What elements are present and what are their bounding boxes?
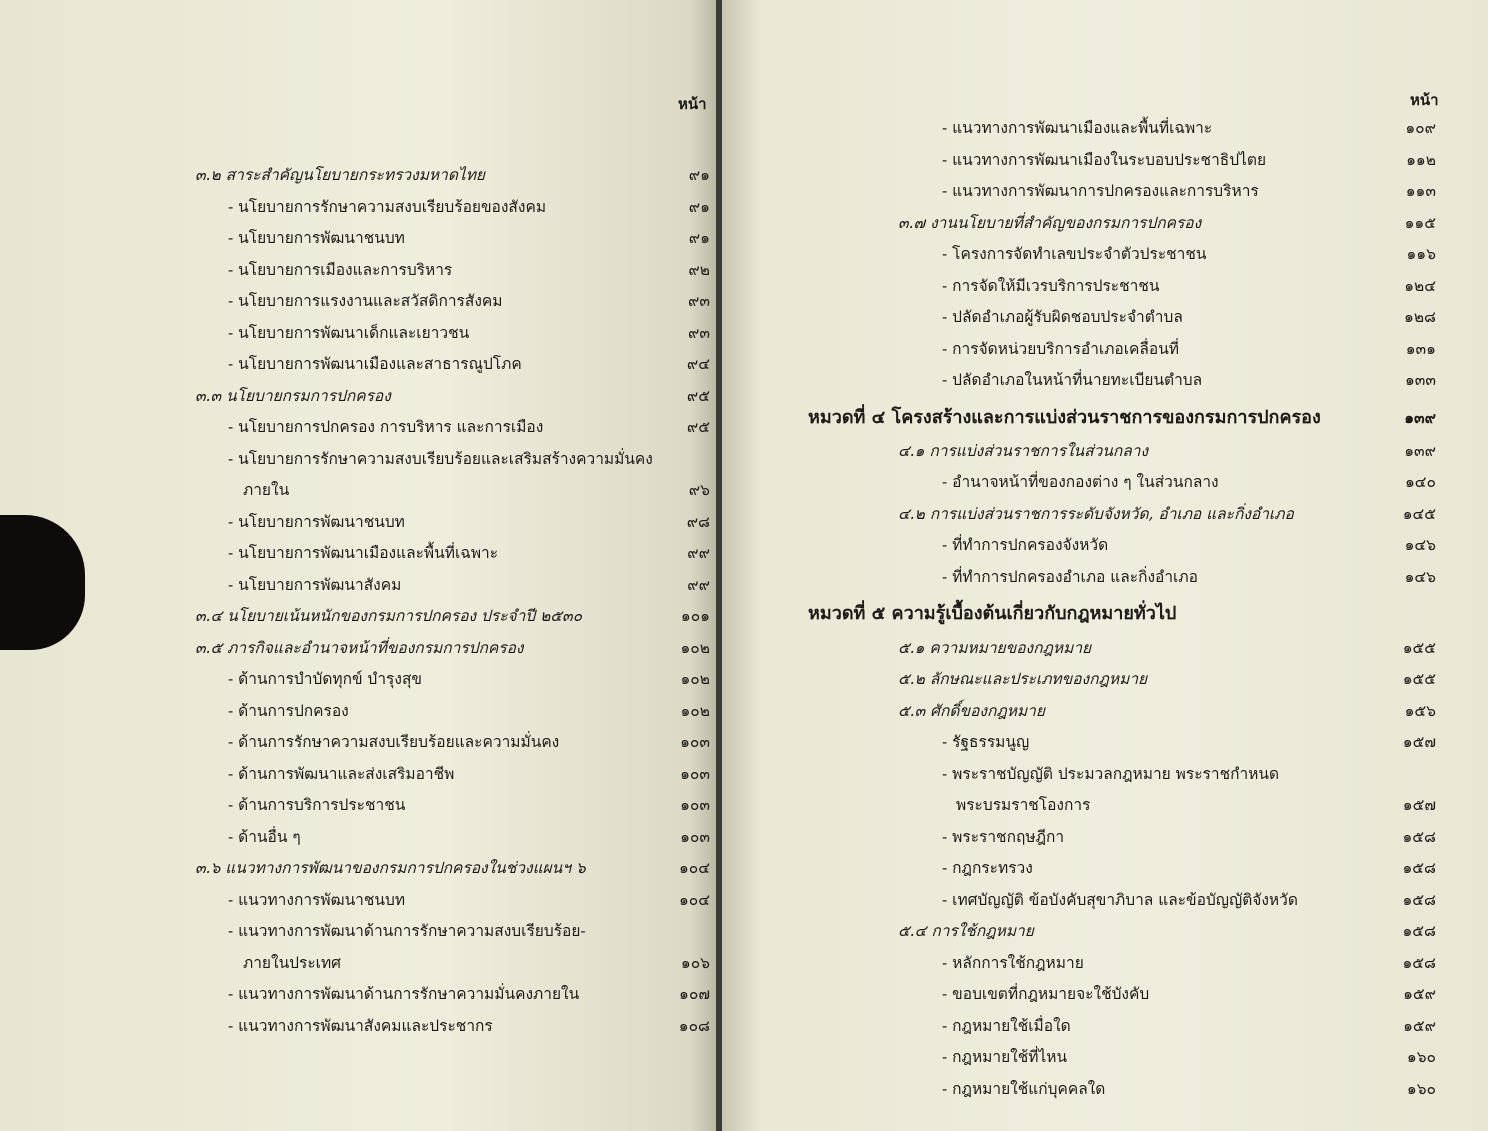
- toc-entry-page-number: ๑๕๘: [1402, 827, 1436, 846]
- toc-entry-page-number: ๑๓๙: [1404, 407, 1436, 427]
- toc-entry-page-number: ๑๕๗: [1402, 733, 1436, 752]
- toc-entry-page-number: ๑๕๘: [1402, 890, 1436, 909]
- toc-item: [0, 759, 718, 789]
- toc-entry-title: - นโยบายการพัฒนาสังคม: [228, 575, 402, 594]
- toc-entry-title: - ด้านการบำบัดทุกข์ บำรุงสุข: [228, 670, 423, 688]
- toc-entry-title: ๓.๗ งานนโยบายที่สำคัญของกรมการปกครอง: [898, 213, 1202, 232]
- toc-item: [722, 530, 1488, 560]
- toc-entry-page-number: ๑๕๘: [1402, 922, 1436, 941]
- toc-entry-title: - อำนาจหน้าที่ของกองต่าง ๆ ในส่วนกลาง: [942, 473, 1219, 492]
- toc-entry-title: ๓.๓ นโยบายกรมการปกครอง: [195, 386, 391, 405]
- toc-entry-page-number: ๑๐๓: [680, 796, 710, 814]
- toc-item: [722, 176, 1488, 206]
- toc-section: [0, 601, 718, 631]
- toc-item: [722, 365, 1488, 395]
- toc-item: [0, 444, 718, 474]
- toc-item: [722, 467, 1488, 497]
- toc-item: [0, 570, 718, 600]
- toc-item: [0, 664, 718, 694]
- toc-entry-title: หมวดที่ ๔ โครงสร้างและการแบ่งส่วนราชการของกรมการปกครอง: [808, 406, 1321, 428]
- toc-entry-title: - นโยบายการพัฒนาเด็กและเยาวชน: [228, 323, 470, 342]
- toc-entry-page-number: ๙๔: [686, 355, 710, 373]
- toc-item: [722, 727, 1488, 757]
- toc-item: [722, 239, 1488, 269]
- toc-entry-page-number: ๑๐๙: [1405, 119, 1436, 137]
- toc-entry-title: - พระราชกฤษฎีกา: [942, 827, 1065, 846]
- toc-entry-title: - ด้านการปกครอง: [228, 701, 349, 720]
- toc-item: [722, 885, 1488, 915]
- toc-entry-title: - ที่ทำการปกครองอำเภอ และกิ่งอำเภอ: [942, 567, 1198, 586]
- toc-section: [722, 916, 1488, 946]
- toc-entry-page-number: ๑๔๖: [1404, 567, 1436, 586]
- toc-section: [0, 160, 718, 190]
- toc-item: [0, 223, 718, 253]
- toc-entry-title: ๕.๑ ความหมายของกฎหมาย: [898, 638, 1092, 657]
- toc-entry-page-number: ๙๓: [688, 292, 710, 310]
- toc-entry-page-number: ๑๐๓: [680, 827, 710, 846]
- toc-entry-page-number: ๑๔๖: [1404, 536, 1436, 555]
- toc-entry-page-number: ๑๐๑: [680, 607, 710, 625]
- toc-entry-title: ภายในประเทศ: [243, 953, 342, 972]
- toc-entry-title: - กฎหมายใช้เมื่อใด: [942, 1016, 1071, 1035]
- toc-entry-page-number: ๙๑: [688, 229, 710, 247]
- toc-entry-page-number: ๑๓๑: [1405, 339, 1436, 358]
- toc-entry-title: พระบรมราชโองการ: [956, 796, 1091, 815]
- toc-item: [0, 538, 718, 568]
- toc-entry-title: - แนวทางการพัฒนาชนบท: [228, 890, 406, 909]
- toc-entry-title: - นโยบายการรักษาความสงบเรียบร้อยและเสริมสร้างความมั่นคง: [228, 449, 653, 468]
- toc-entry-title: - โครงการจัดทำเลขประจำตัวประชาชน: [942, 245, 1207, 263]
- toc-item: [0, 192, 718, 222]
- toc-item: [0, 475, 718, 505]
- toc-entry-page-number: ๙๖: [688, 481, 710, 499]
- toc-entry-title: - ด้านการรักษาความสงบเรียบร้อยและความมั่นคง: [228, 733, 560, 751]
- toc-item: [0, 507, 718, 537]
- toc-entry-page-number: ๙๓: [688, 323, 710, 342]
- toc-entry-title: - แนวทางการพัฒนาสังคมและประชากร: [228, 1016, 493, 1035]
- right-page: [722, 0, 1488, 1131]
- toc-entry-page-number: ๑๕๘: [1402, 953, 1436, 972]
- toc-entry-title: - ด้านการบริการประชาชน: [228, 796, 406, 814]
- toc-entry-title: ๕.๔ การใช้กฎหมาย: [898, 922, 1034, 941]
- toc-entry-title: - แนวทางการพัฒนาด้านการรักษาความมั่นคงภายใน: [228, 985, 580, 1003]
- toc-entry-page-number: ๑๐๓: [680, 733, 710, 751]
- toc-entry-page-number: ๑๕๕: [1402, 670, 1436, 689]
- toc-section: [722, 499, 1488, 529]
- toc-entry-page-number: ๙๕: [686, 386, 710, 405]
- toc-entry-page-number: ๑๕๕: [1402, 638, 1436, 657]
- toc-item: [0, 885, 718, 915]
- toc-item: [722, 302, 1488, 332]
- toc-entry-page-number: ๑๕๗: [1402, 796, 1436, 815]
- toc-entry-title: หมวดที่ ๕ ความรู้เบื้องต้นเกี่ยวกับกฎหมายทั่วไป: [808, 603, 1177, 625]
- toc-section: [722, 664, 1488, 694]
- toc-entry-title: - นโยบายการพัฒนาเมืองและพื้นที่เฉพาะ: [228, 544, 499, 562]
- toc-item: [722, 790, 1488, 820]
- toc-item: [0, 318, 718, 348]
- toc-entry-page-number: ๑๒๔: [1404, 276, 1436, 295]
- toc-item: [0, 979, 718, 1009]
- toc-entry-page-number: ๑๑๕: [1404, 213, 1436, 232]
- toc-item: [0, 412, 718, 442]
- toc-item: [0, 822, 718, 852]
- toc-item: [0, 727, 718, 757]
- toc-entry-page-number: ๑๒๘: [1403, 308, 1436, 326]
- toc-entry-page-number: ๑๐๒: [680, 670, 710, 688]
- toc-entry-title: - แนวทางการพัฒนาเมืองในระบอบประชาธิปไตย: [942, 150, 1267, 169]
- toc-entry-page-number: ๑๑๖: [1406, 245, 1436, 263]
- toc-entry-title: ๔.๑ การแบ่งส่วนราชการในส่วนกลาง: [898, 441, 1149, 460]
- toc-item: [0, 916, 718, 946]
- toc-entry-page-number: ๑๐๔: [678, 890, 710, 909]
- toc-item: [0, 948, 718, 978]
- toc-entry-title: - เทศบัญญัติ ข้อบังคับสุขาภิบาล และข้อบัญญัติจังหวัด: [942, 890, 1298, 909]
- toc-entry-page-number: ๑๐๒: [680, 638, 710, 657]
- toc-entry-page-number: ๑๑๓: [1405, 182, 1436, 200]
- toc-section: [722, 696, 1488, 726]
- toc-item: [722, 334, 1488, 364]
- toc-section: [0, 853, 718, 883]
- toc-entry-title: - การจัดให้มีเวรบริการประชาชน: [942, 276, 1160, 295]
- toc-section: [722, 208, 1488, 238]
- toc-entry-page-number: ๑๐๗: [679, 985, 710, 1003]
- toc-entry-title: ๓.๔ นโยบายเน้นหนักของกรมการปกครอง ประจำปี ๒๕๓๐: [195, 607, 583, 625]
- toc-entry-page-number: ๑๐๒: [680, 701, 710, 720]
- toc-entry-title: - กฎหมายใช้แก่บุคคลใด: [942, 1079, 1106, 1098]
- toc-entry-title: ๕.๒ ลักษณะและประเภทของกฎหมาย: [898, 670, 1148, 689]
- toc-section: [0, 633, 718, 663]
- toc-entry-title: - ที่ทำการปกครองจังหวัด: [942, 536, 1109, 555]
- toc-item: [722, 853, 1488, 883]
- toc-entry-page-number: ๙๑: [688, 166, 710, 184]
- toc-item: [0, 790, 718, 820]
- toc-entry-page-number: ๑๕๙: [1403, 985, 1436, 1004]
- toc-entry-page-number: ๙๙: [687, 575, 710, 594]
- toc-entry-title: ๓.๖ แนวทางการพัฒนาของกรมการปกครองในช่วงแผนฯ ๖: [195, 859, 586, 877]
- toc-item: [722, 562, 1488, 592]
- toc-item: [0, 1011, 718, 1041]
- toc-item: [722, 759, 1488, 789]
- toc-entry-page-number: ๑๐๓: [680, 764, 710, 783]
- toc-entry-page-number: ๙๕: [686, 418, 710, 436]
- toc-entry-title: - นโยบายการพัฒนาเมืองและสาธารณูปโภค: [228, 355, 522, 373]
- toc-entry-title: ๓.๕ ภารกิจและอำนาจหน้าที่ของกรมการปกครอง: [195, 638, 524, 657]
- toc-item: [0, 349, 718, 379]
- toc-item: [0, 696, 718, 726]
- toc-entry-page-number: ๑๐๘: [678, 1016, 710, 1035]
- toc-entry-page-number: ๑๖๐: [1406, 1079, 1436, 1098]
- toc-entry-page-number: ๑๓๙: [1404, 441, 1436, 460]
- toc-item: [722, 979, 1488, 1009]
- toc-entry-page-number: ๑๖๐: [1406, 1048, 1436, 1067]
- toc-entry-title: ภายใน: [243, 481, 290, 499]
- page-column-header: หน้า: [1410, 91, 1439, 109]
- page-column-header: หน้า: [678, 95, 707, 113]
- toc-entry-title: ๓.๒ สาระสำคัญนโยบายกระทรวงมหาดไทย: [195, 166, 485, 184]
- toc-entry-title: - การจัดหน่วยบริการอำเภอเคลื่อนที่: [942, 339, 1180, 358]
- toc-item: [722, 1074, 1488, 1104]
- toc-entry-title: - นโยบายการเมืองและการบริหาร: [228, 260, 453, 279]
- toc-entry-page-number: ๙๒: [688, 260, 710, 279]
- toc-entry-page-number: ๙๘: [686, 512, 710, 531]
- left-page: [0, 0, 718, 1131]
- toc-entry-title: - นโยบายการพัฒนาชนบท: [228, 229, 405, 247]
- toc-entry-title: - กฎหมายใช้ที่ไหน: [942, 1048, 1068, 1067]
- toc-entry-title: - หลักการใช้กฎหมาย: [942, 953, 1084, 972]
- toc-item: [0, 255, 718, 285]
- toc-item: [0, 286, 718, 316]
- toc-entry-title: - ด้านการพัฒนาและส่งเสริมอาชีพ: [228, 764, 455, 783]
- toc-entry-page-number: ๑๕๘: [1402, 859, 1436, 878]
- toc-item: [722, 145, 1488, 175]
- toc-section: [0, 381, 718, 411]
- toc-item: [722, 1011, 1488, 1041]
- toc-entry-title: - รัฐธรรมนูญ: [942, 733, 1030, 752]
- toc-entry-title: - แนวทางการพัฒนาการปกครองและการบริหาร: [942, 182, 1259, 200]
- toc-item: [722, 948, 1488, 978]
- toc-entry-page-number: ๑๐๖: [680, 953, 710, 972]
- toc-entry-page-number: ๑๕๙: [1403, 1016, 1436, 1035]
- toc-entry-title: - กฎกระทรวง: [942, 859, 1033, 878]
- toc-entry-title: - นโยบายการรักษาความสงบเรียบร้อยของสังคม: [228, 197, 547, 216]
- toc-item: [722, 271, 1488, 301]
- toc-chapter-heading: [722, 403, 1488, 433]
- toc-entry-title: - แนวทางการพัฒนาด้านการรักษาความสงบเรียบร้อย-: [228, 922, 586, 940]
- toc-entry-page-number: ๑๑๒: [1406, 150, 1436, 169]
- toc-entry-page-number: ๑๐๔: [678, 859, 710, 877]
- toc-entry-title: - ขอบเขตที่กฎหมายจะใช้บังคับ: [942, 985, 1150, 1004]
- toc-entry-page-number: ๑๔๐: [1404, 473, 1436, 492]
- toc-item: [722, 822, 1488, 852]
- toc-entry-title: - แนวทางการพัฒนาเมืองและพื้นที่เฉพาะ: [942, 119, 1213, 137]
- toc-entry-page-number: ๑๓๓: [1404, 371, 1436, 389]
- toc-entry-title: - นโยบายการปกครอง การบริหาร และการเมือง: [228, 418, 544, 436]
- toc-entry-page-number: ๑๔๕: [1402, 504, 1436, 523]
- toc-entry-title: - ปลัดอำเภอผู้รับผิดชอบประจำตำบล: [942, 308, 1183, 326]
- toc-item: [722, 113, 1488, 143]
- toc-entry-title: - ด้านอื่น ๆ: [228, 827, 301, 846]
- toc-entry-title: - นโยบายการพัฒนาชนบท: [228, 512, 405, 531]
- toc-entry-title: - ปลัดอำเภอในหน้าที่นายทะเบียนตำบล: [942, 371, 1203, 389]
- toc-section: [722, 436, 1488, 466]
- toc-entry-page-number: ๙๑: [688, 197, 710, 216]
- toc-section: [722, 633, 1488, 663]
- toc-entry-page-number: ๑๕๖: [1404, 701, 1436, 720]
- toc-entry-title: ๔.๒ การแบ่งส่วนราชการระดับจังหวัด, อำเภอ และกิ่งอำเภอ: [898, 504, 1294, 523]
- toc-entry-page-number: ๙๙: [687, 544, 710, 562]
- toc-entry-title: ๕.๓ ศักดิ์ของกฎหมาย: [898, 701, 1045, 720]
- toc-item: [722, 1042, 1488, 1072]
- toc-chapter-heading: [722, 599, 1488, 629]
- toc-entry-title: - นโยบายการแรงงานและสวัสดิการสังคม: [228, 292, 503, 310]
- toc-entry-title: - พระราชบัญญัติ ประมวลกฎหมาย พระราชกำหนด: [942, 764, 1280, 783]
